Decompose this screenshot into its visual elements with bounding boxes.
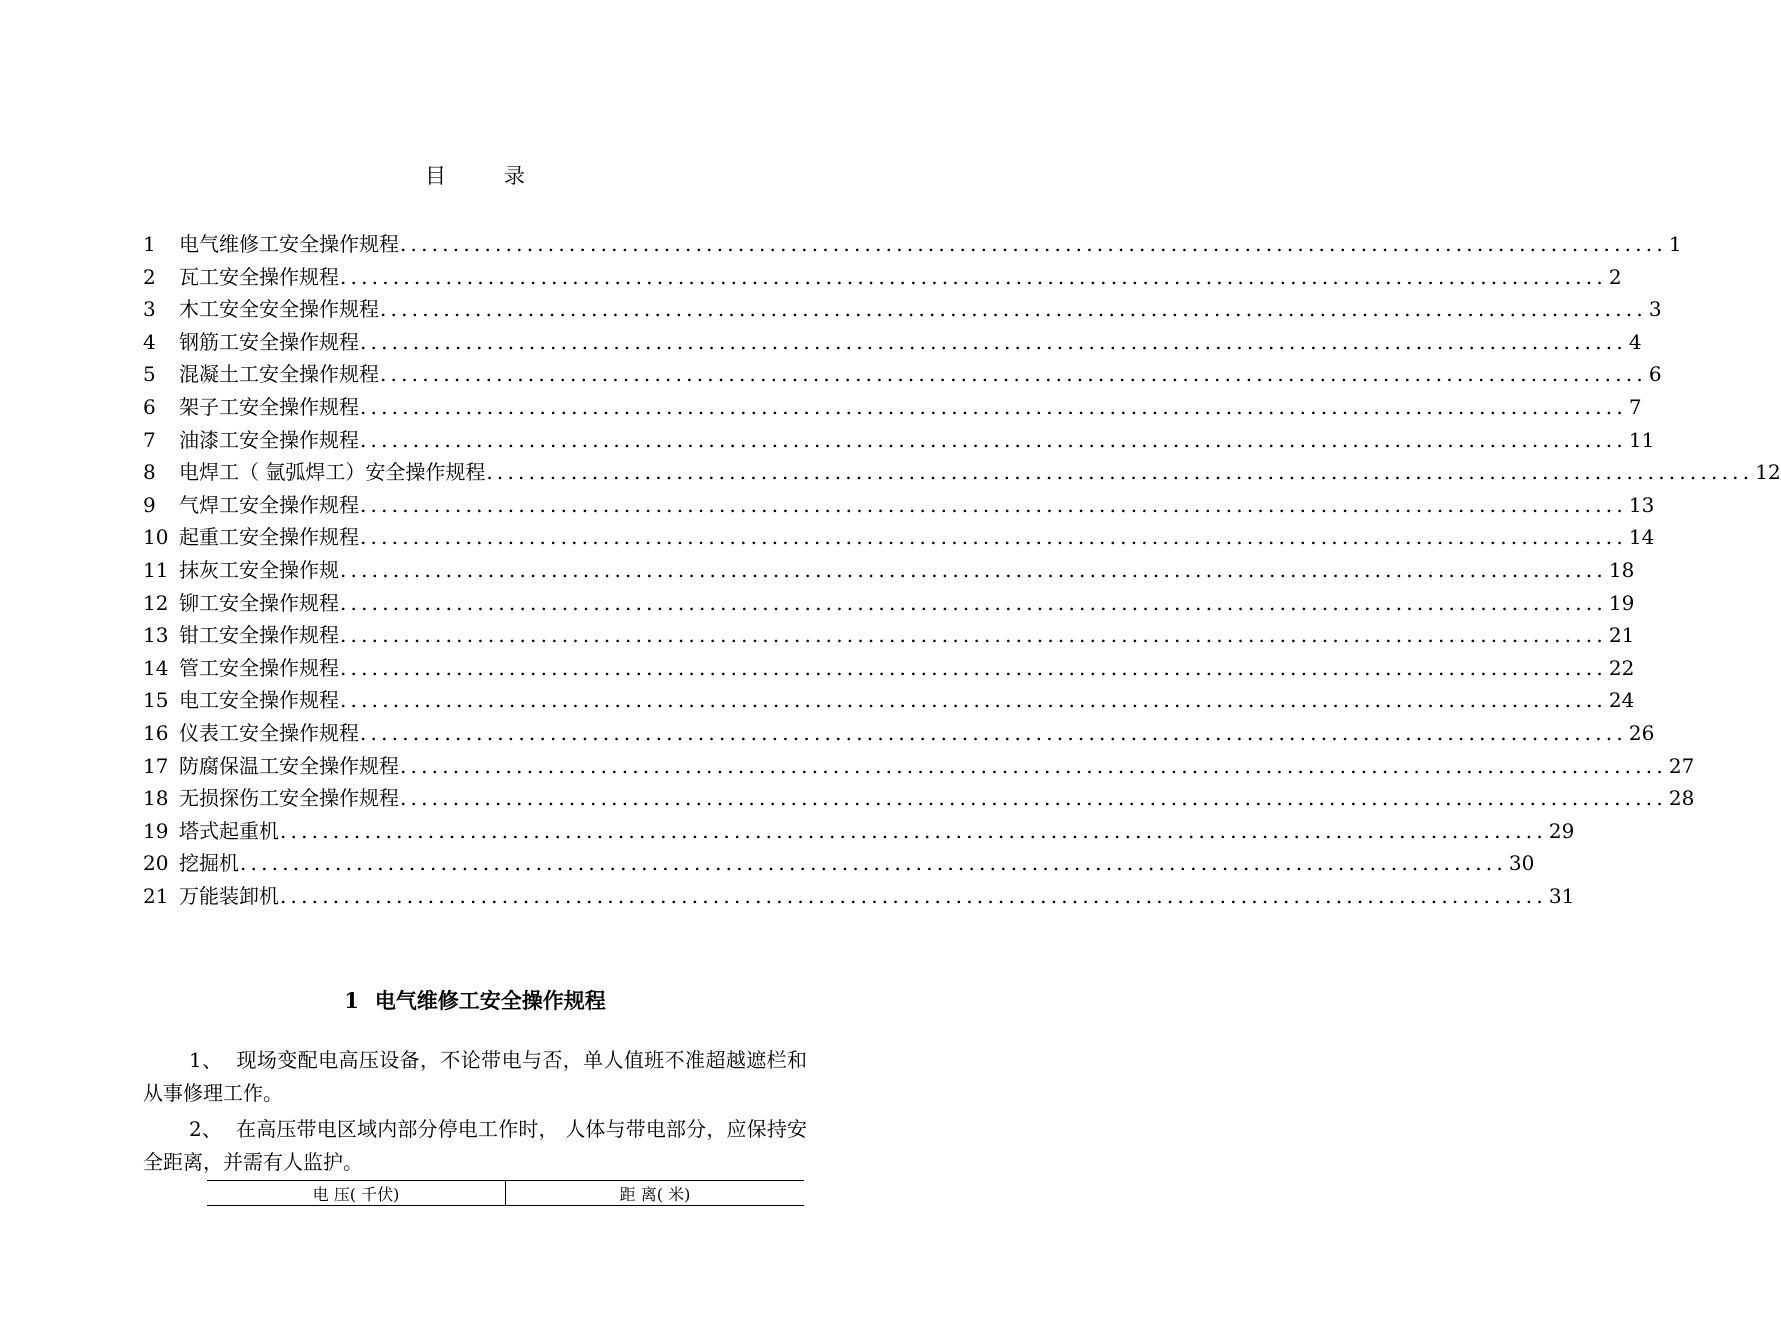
toc-item[interactable] xyxy=(143,456,1781,489)
toc-item-title: 无损探伤工安全操作规程 xyxy=(179,786,399,811)
toc-item[interactable] xyxy=(143,815,1575,848)
toc-item-number: 20 xyxy=(143,851,169,876)
toc-item-title: 管工安全操作规程 xyxy=(179,655,339,680)
toc-item-number: 8 xyxy=(143,460,156,485)
paragraph-text: 现场变配电高压设备，不论带电与否，单人值班不准超越遮栏和从事修理工作。 xyxy=(143,1048,808,1105)
toc-item-number: 11 xyxy=(143,557,169,582)
toc-item-number: 7 xyxy=(143,427,156,452)
toc-item-title: 气焊工安全操作规程 xyxy=(179,492,359,517)
toc-item-title: 木工安全安全操作规程 xyxy=(179,297,379,322)
toc-item-number: 1 xyxy=(143,232,156,256)
toc-item[interactable] xyxy=(143,228,1682,261)
toc-item[interactable] xyxy=(143,293,1662,326)
toc-item-title: 油漆工安全操作规程 xyxy=(179,427,359,452)
toc-item[interactable] xyxy=(143,652,1635,685)
toc-item[interactable] xyxy=(143,717,1655,750)
distance-table xyxy=(207,1180,804,1206)
section-number: 1 xyxy=(344,988,359,1013)
paragraph-number: 2、 xyxy=(189,1117,223,1141)
toc-leader-dots: ........................................................................................................................ xyxy=(360,525,1627,550)
toc-item-number: 19 xyxy=(143,818,169,843)
toc-item-title: 架子工安全操作规程 xyxy=(179,394,359,419)
table-header-row xyxy=(207,1181,804,1206)
toc-leader-dots: ........................................................................................................................ xyxy=(360,720,1627,745)
table-header-voltage: 电 压( 千伏) xyxy=(207,1181,506,1206)
toc-item-number: 21 xyxy=(143,883,169,908)
toc-item[interactable] xyxy=(143,391,1642,424)
toc-item-page: 28 xyxy=(1668,786,1695,811)
toc-item-title: 万能装卸机 xyxy=(179,883,279,908)
toc-leader-dots: ........................................................................................................................ xyxy=(486,460,1754,485)
toc-leader-dots: ........................................................................................................................ xyxy=(340,264,1607,289)
toc-item-page: 18 xyxy=(1608,557,1635,582)
toc-item-page: 2 xyxy=(1608,264,1622,289)
toc-leader-dots: ........................................................................................................................ xyxy=(280,883,1547,908)
toc-item-number: 9 xyxy=(143,492,156,517)
toc-leader-dots: ........................................................................................................................ xyxy=(400,232,1667,256)
paragraph-number: 1、 xyxy=(189,1048,223,1072)
toc-title xyxy=(0,160,950,190)
toc-item-number: 15 xyxy=(143,688,169,713)
section-heading: 电气维修工安全操作规程 xyxy=(374,988,606,1013)
toc-leader-dots: ........................................................................................................................ xyxy=(380,362,1647,387)
toc-leader-dots: ........................................................................................................................ xyxy=(360,427,1627,452)
toc-leader-dots: ........................................................................................................................ xyxy=(240,851,1507,876)
toc-item-page: 21 xyxy=(1608,623,1635,648)
toc-item-number: 12 xyxy=(143,590,169,615)
toc-item-page: 6 xyxy=(1648,362,1662,387)
toc-item[interactable] xyxy=(143,326,1642,359)
toc-item[interactable] xyxy=(143,684,1635,717)
toc-item[interactable] xyxy=(143,554,1635,587)
toc-leader-dots: ........................................................................................................................ xyxy=(280,818,1547,843)
toc-item-page: 19 xyxy=(1608,590,1635,615)
toc-item-page: 26 xyxy=(1628,720,1655,745)
toc-item-title: 电气维修工安全操作规程 xyxy=(179,232,399,256)
toc-item-page: 3 xyxy=(1648,297,1662,322)
toc-item-title: 挖掘机 xyxy=(179,851,239,876)
toc-item-page: 12 xyxy=(1755,460,1781,485)
toc-item-number: 6 xyxy=(143,394,156,419)
toc-item-title: 仪表工安全操作规程 xyxy=(179,720,359,745)
toc-item-number: 18 xyxy=(143,786,169,811)
toc-item-number: 10 xyxy=(143,525,169,550)
toc-item-title: 瓦工安全操作规程 xyxy=(179,264,339,289)
toc-leader-dots: ........................................................................................................................ xyxy=(400,786,1667,811)
toc-leader-dots: ........................................................................................................................ xyxy=(400,753,1667,778)
toc-leader-dots: ........................................................................................................................ xyxy=(340,590,1607,615)
toc-item-title: 电工安全操作规程 xyxy=(179,688,339,713)
toc-item[interactable] xyxy=(143,521,1655,554)
toc-leader-dots: ........................................................................................................................ xyxy=(360,492,1627,517)
toc-leader-dots: ........................................................................................................................ xyxy=(360,329,1627,354)
toc-item[interactable] xyxy=(143,880,1575,913)
toc-item-title: 抹灰工安全操作规 xyxy=(179,557,339,582)
toc-title-right: 录 xyxy=(504,164,525,188)
toc-item-page: 22 xyxy=(1608,655,1635,680)
toc-item-page: 24 xyxy=(1608,688,1635,713)
toc-item-number: 4 xyxy=(143,329,156,354)
toc-item[interactable] xyxy=(143,782,1695,815)
toc-item[interactable] xyxy=(143,489,1655,522)
toc-item[interactable] xyxy=(143,358,1662,391)
toc-item[interactable] xyxy=(143,261,1622,294)
toc-item[interactable] xyxy=(143,424,1655,457)
toc-item-title: 电焊工（ 氩弧焊工）安全操作规程 xyxy=(179,460,486,485)
toc-item-page: 14 xyxy=(1628,525,1655,550)
toc-item-number: 17 xyxy=(143,753,169,778)
toc-list xyxy=(143,228,1781,912)
toc-item-page: 13 xyxy=(1628,492,1655,517)
section-title xyxy=(0,985,950,1015)
toc-leader-dots: ........................................................................................................................ xyxy=(340,623,1607,648)
toc-item-page: 29 xyxy=(1548,818,1575,843)
toc-item-number: 5 xyxy=(143,362,156,387)
paragraph-2 xyxy=(143,1113,807,1179)
toc-item-number: 3 xyxy=(143,297,156,322)
toc-item-title: 防腐保温工安全操作规程 xyxy=(179,753,399,778)
toc-item-page: 4 xyxy=(1628,329,1642,354)
toc-item-page: 31 xyxy=(1548,883,1575,908)
toc-item-number: 13 xyxy=(143,623,169,648)
toc-leader-dots: ........................................................................................................................ xyxy=(360,394,1627,419)
toc-leader-dots: ........................................................................................................................ xyxy=(340,688,1607,713)
toc-title-left: 目 xyxy=(425,164,446,188)
table-header-distance: 距 离( 米) xyxy=(506,1181,805,1206)
toc-item-page: 27 xyxy=(1668,753,1695,778)
toc-item-title: 起重工安全操作规程 xyxy=(179,525,359,550)
toc-leader-dots: ........................................................................................................................ xyxy=(380,297,1647,322)
toc-item-number: 14 xyxy=(143,655,169,680)
toc-item-title: 钳工安全操作规程 xyxy=(179,623,339,648)
toc-item-number: 16 xyxy=(143,720,169,745)
toc-item-title: 钢筋工安全操作规程 xyxy=(179,329,359,354)
toc-item-page: 1 xyxy=(1668,232,1682,256)
toc-item-title: 塔式起重机 xyxy=(179,818,279,843)
toc-item-page: 11 xyxy=(1628,427,1655,452)
paragraph-text: 在高压带电区域内部分停电工作时， 人体与带电部分，应保持安全距离，并需有人监护。 xyxy=(143,1117,807,1174)
toc-item-page: 7 xyxy=(1628,394,1642,419)
toc-item-title: 铆工安全操作规程 xyxy=(179,590,339,615)
toc-item[interactable] xyxy=(143,847,1535,880)
toc-item[interactable] xyxy=(143,587,1635,620)
toc-item-page: 30 xyxy=(1508,851,1535,876)
toc-item-title: 混凝土工安全操作规程 xyxy=(179,362,379,387)
toc-leader-dots: ........................................................................................................................ xyxy=(340,655,1607,680)
toc-item[interactable] xyxy=(143,619,1635,652)
paragraph-1 xyxy=(143,1044,807,1110)
toc-leader-dots: ........................................................................................................................ xyxy=(340,557,1607,582)
toc-item-number: 2 xyxy=(143,264,156,289)
toc-item[interactable] xyxy=(143,750,1695,783)
